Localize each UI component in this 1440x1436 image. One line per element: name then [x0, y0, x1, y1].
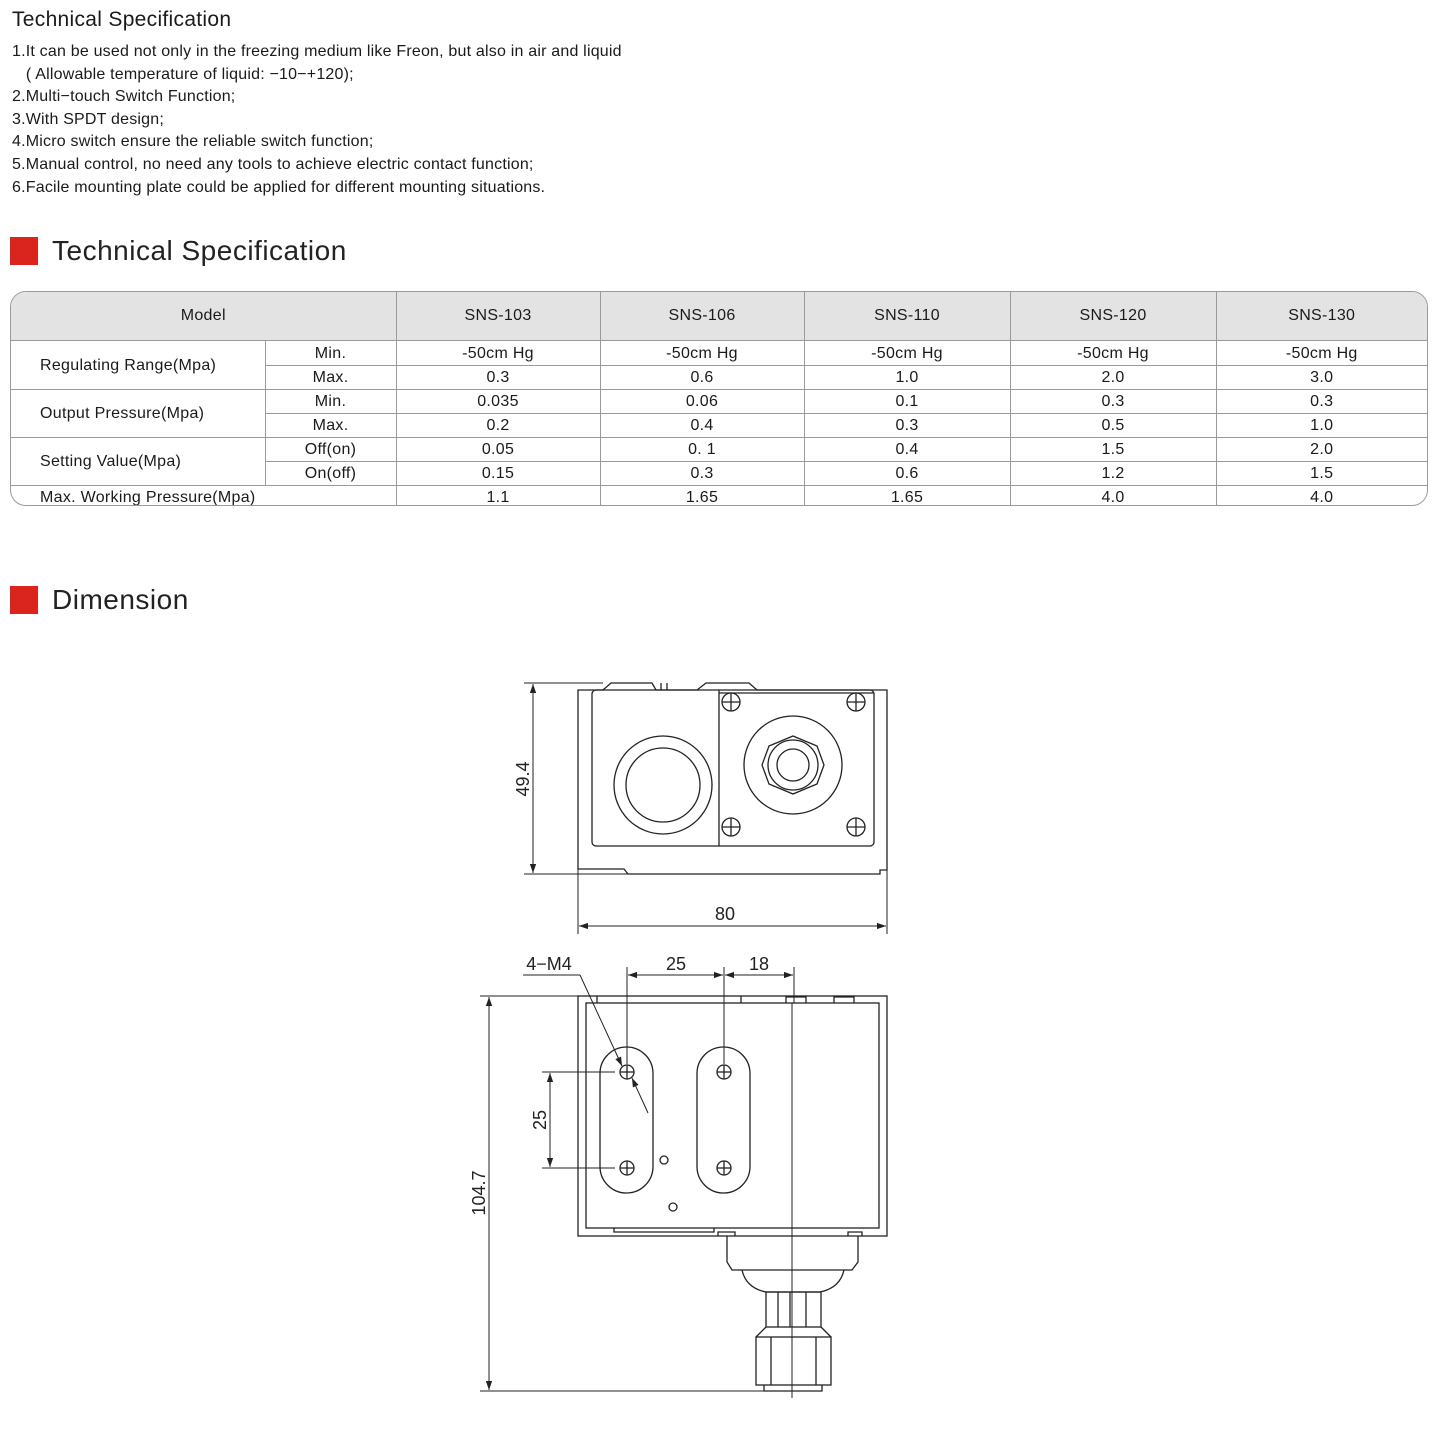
header-cell: SNS-106	[600, 292, 804, 341]
value-cell: 0.3	[1010, 390, 1216, 414]
header-cell: Model	[11, 292, 396, 341]
value-cell: 0.05	[396, 438, 600, 462]
value-cell: 0.06	[600, 390, 804, 414]
value-cell: 1.5	[1010, 438, 1216, 462]
screw-icon	[722, 693, 740, 711]
header-cell: SNS-110	[804, 292, 1010, 341]
feature-item: 5.Manual control, no need any tools to achieve electric contact function;	[12, 155, 534, 173]
value-cell: 0.6	[600, 366, 804, 390]
rear-top-dimensions	[627, 967, 794, 1064]
value-cell: 1.0	[1216, 414, 1427, 438]
sub-cell: On(off)	[265, 462, 396, 486]
screw-label: 4−M4	[526, 954, 572, 974]
parameter-cell: Output Pressure(Mpa)	[11, 390, 265, 438]
hole-icon	[717, 1161, 731, 1175]
value-cell: 1.2	[1010, 462, 1216, 486]
value-cell: 0.035	[396, 390, 600, 414]
parameter-cell: Regulating Range(Mpa)	[11, 341, 265, 390]
header-cell: SNS-130	[1216, 292, 1427, 341]
value-cell: 0.4	[804, 438, 1010, 462]
feature-item: 3.With SPDT design;	[12, 110, 165, 128]
dimension-label: 18	[748, 954, 770, 974]
value-cell: 0.3	[804, 414, 1010, 438]
value-cell: 0.4	[600, 414, 804, 438]
sub-cell: Min.	[265, 341, 396, 366]
value-cell: 2.0	[1010, 366, 1216, 390]
value-cell: 0.2	[396, 414, 600, 438]
sub-cell: Min.	[265, 390, 396, 414]
rear-view	[578, 996, 887, 1398]
value-cell: -50cm Hg	[1216, 341, 1427, 366]
value-cell: -50cm Hg	[1010, 341, 1216, 366]
value-cell: 0.3	[1216, 390, 1427, 414]
value-cell: 0.3	[396, 366, 600, 390]
parameter-cell: Max. Working Pressure(Mpa)	[11, 486, 396, 507]
value-cell: 1.5	[1216, 462, 1427, 486]
hole-icon	[717, 1065, 731, 1079]
screw-icon	[847, 818, 865, 836]
value-cell: 1.1	[396, 486, 600, 507]
sub-cell: Max.	[265, 414, 396, 438]
value-cell: 1.65	[600, 486, 804, 507]
intro-title: Technical Specification	[12, 8, 232, 31]
header-cell: SNS-103	[396, 292, 600, 341]
value-cell: 4.0	[1010, 486, 1216, 507]
sub-cell: Max.	[265, 366, 396, 390]
value-cell: 0.1	[804, 390, 1010, 414]
value-cell: 0.3	[600, 462, 804, 486]
value-cell: 0.15	[396, 462, 600, 486]
value-cell: -50cm Hg	[600, 341, 804, 366]
dimension-label: 25	[665, 954, 687, 974]
value-cell: 1.65	[804, 486, 1010, 507]
dimension-label: 104.7	[469, 1170, 489, 1216]
dimension-section-title: Dimension	[52, 584, 189, 615]
value-cell: 4.0	[1310, 489, 1334, 506]
hole-icon	[620, 1161, 634, 1175]
spec-section-title: Technical Specification	[52, 235, 347, 266]
feature-item: 1.It can be used not only in the freezing medium like Freon, but also in air and liquid	[12, 43, 622, 60]
screw-icon	[847, 693, 865, 711]
value-cell: -50cm Hg	[396, 341, 600, 366]
feature-item: 6.Facile mounting plate could be applied for different mounting situations.	[12, 178, 546, 196]
feature-item: 4.Micro switch ensure the reliable switch function;	[12, 133, 374, 151]
value-cell: 0.6	[804, 462, 1010, 486]
screw-icon	[722, 818, 740, 836]
hole-icon	[620, 1065, 634, 1079]
dimension-label: 80	[714, 904, 736, 924]
value-cell: 2.0	[1216, 438, 1427, 462]
header-cell: SNS-120	[1010, 292, 1216, 341]
value-cell: 3.0	[1216, 366, 1427, 390]
sub-cell: Off(on)	[265, 438, 396, 462]
front-width-dimension	[578, 869, 887, 934]
value-cell: -50cm Hg	[804, 341, 1010, 366]
dimension-label: 49.4	[513, 761, 533, 797]
value-cell: 0. 1	[600, 438, 804, 462]
parameter-cell: Setting Value(Mpa)	[11, 438, 265, 486]
feature-item: 2.Multi−touch Switch Function;	[12, 88, 236, 106]
value-cell: 0.5	[1010, 414, 1216, 438]
dimension-label: 25	[530, 1109, 550, 1131]
front-view	[578, 683, 887, 874]
feature-item: ( Allowable temperature of liquid: −10−+120);	[12, 65, 354, 83]
value-cell: 1.0	[804, 366, 1010, 390]
